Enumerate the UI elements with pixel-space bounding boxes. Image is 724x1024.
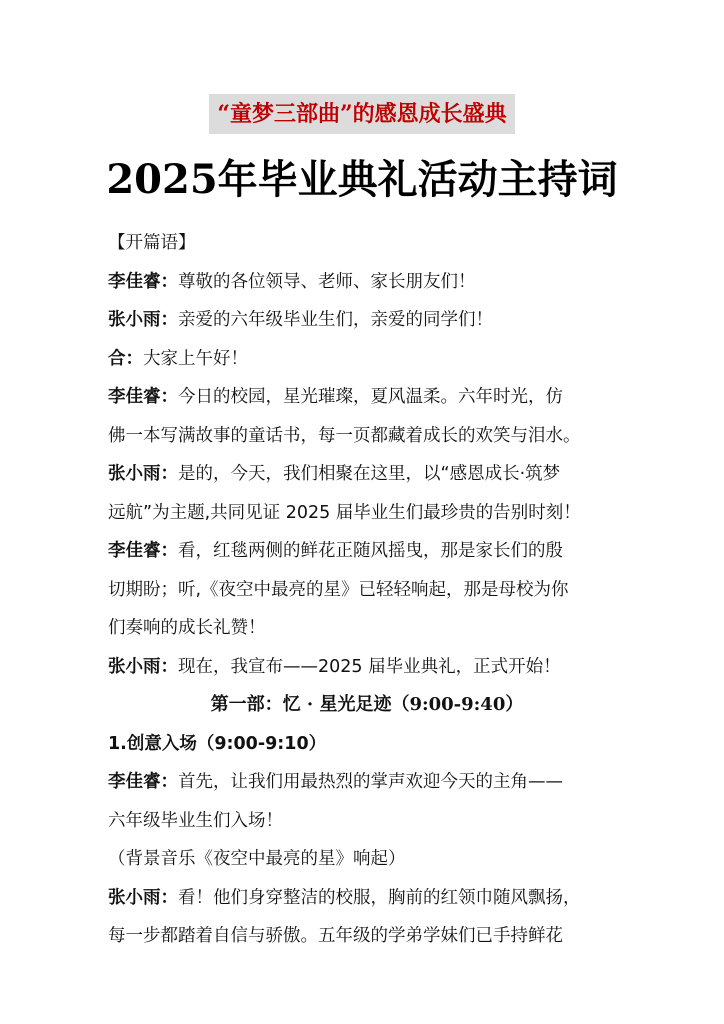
paragraph bbox=[108, 532, 626, 571]
speech-text: 看！他们身穿整洁的校服，胸前的红领巾随风飘扬， bbox=[178, 887, 581, 908]
speech-text: 现在，我宣布——2025 届毕业典礼，正式开始！ bbox=[178, 656, 561, 677]
speaker-label: 合： bbox=[108, 348, 143, 369]
speech-text: 亲爱的六年级毕业生们，亲爱的同学们！ bbox=[178, 310, 493, 330]
paragraph bbox=[108, 763, 626, 802]
paragraph bbox=[108, 648, 626, 687]
speaker-label: 张小雨： bbox=[108, 310, 178, 330]
stage-direction: （背景音乐《夜空中最亮的星》响起） bbox=[108, 849, 406, 869]
paragraph bbox=[108, 879, 626, 918]
speech-text: 看，红毯两侧的鲜花正随风摇曳，那是家长们的殷 bbox=[178, 541, 563, 561]
speech-text: 首先，让我们用最热烈的掌声欢迎今天的主角—— bbox=[178, 772, 563, 792]
paragraph bbox=[108, 378, 626, 417]
speech-text: 是的，今天，我们相聚在这里，以“感恩成长·筑梦 bbox=[178, 464, 561, 484]
paragraph-continuation: 六年级毕业生们入场！ bbox=[108, 810, 283, 831]
paragraph bbox=[108, 301, 626, 340]
paragraph-continuation: 每一步都踏着自信与骄傲。五年级的学弟学妹们已手持鲜花 bbox=[108, 926, 563, 946]
speech-text: 大家上午好！ bbox=[143, 348, 248, 369]
paragraph-continuation: 们奏响的成长礼赞！ bbox=[108, 618, 266, 638]
speaker-label: 李佳睿： bbox=[108, 772, 178, 792]
section-heading: 第一部：忆 · 星光足迹（9:00-9:40） bbox=[210, 694, 524, 715]
speaker-label: 张小雨： bbox=[108, 887, 178, 908]
speech-text: 尊敬的各位领导、老师、家长朋友们！ bbox=[178, 271, 476, 292]
speaker-label: 张小雨： bbox=[108, 464, 178, 484]
paragraph-continuation: 佛一本写满故事的童话书，每一页都藏着成长的欢笑与泪水。 bbox=[108, 425, 581, 446]
paragraph-continuation: 远航”为主题,共同见证 2025 届毕业生们最珍贵的告别时刻！ bbox=[108, 502, 581, 523]
opening-heading: 【开篇语】 bbox=[108, 233, 196, 253]
page-title: 2025年毕业典礼活动主持词 bbox=[106, 156, 618, 203]
paragraph bbox=[108, 263, 626, 302]
speaker-label: 李佳睿： bbox=[108, 541, 178, 561]
subtitle-banner: “童梦三部曲”的感恩成长盛典 bbox=[209, 94, 514, 134]
speech-text: 今日的校园，星光璀璨，夏风温柔。六年时光，仿 bbox=[178, 387, 563, 407]
paragraph bbox=[108, 340, 626, 379]
item-heading: 1.创意入场（9:00-9:10） bbox=[108, 733, 327, 754]
subtitle-row bbox=[0, 94, 724, 134]
document-body bbox=[108, 224, 626, 956]
speaker-label: 张小雨： bbox=[108, 656, 178, 677]
paragraph bbox=[108, 455, 626, 494]
paragraph-continuation: 切期盼；听,《夜空中最亮的星》已轻轻响起，那是母校为你 bbox=[108, 579, 569, 600]
speaker-label: 李佳睿： bbox=[108, 387, 178, 407]
speaker-label: 李佳睿： bbox=[108, 271, 178, 292]
